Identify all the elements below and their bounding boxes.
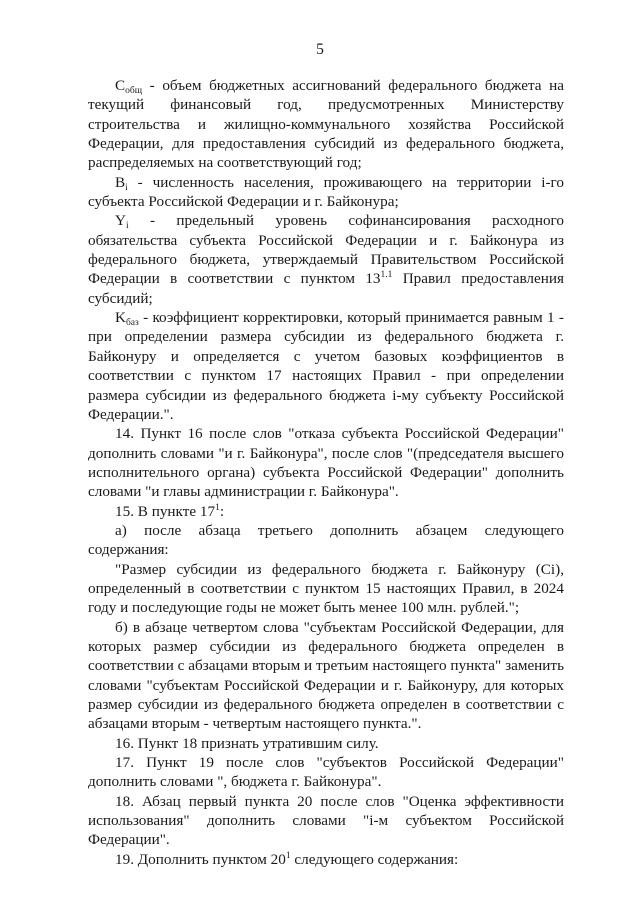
paragraph-text: 14. Пункт 16 после слов "отказа субъекта Российской Федерации" дополнить словами "и г. Байконура", после слов "(председателя высшего исполнительного органа) субъекта Российской Федерации" дополнить словами "и главы администрации г. Байконура". [88,425,564,501]
paragraph [88,850,564,869]
paragraph [88,76,564,173]
paragraph [88,173,564,212]
subscript-text: баз [125,318,139,329]
paragraph-text: : [219,502,225,520]
subscript-text: i [125,221,129,232]
superscript-text: 1 [215,502,220,513]
subscript-text: общ [125,86,143,96]
paragraph-text: Y [115,212,126,230]
paragraph-text: C [115,77,126,94]
paragraph-text: - предельный уровень софинансирования расходного обязательства субъекта Российской Федерации и г. Байконура из федерального бюджета, утверждаемый Правительством Российской Федерации в соответствии с пунктом 13 [88,212,564,288]
paragraph-text: Правил предоставления субсидий; [88,270,564,307]
paragraph [88,308,564,424]
paragraph-text: б) в абзаце четвертом слова "субъектам Российской Федерации, для которых размер субсидии из федерального бюджета определен в соответствии с абзацами вторым и третьим настоящего пункта" заменить словами "субъектам Российской Федерации и г. Байконуру, для которых размер субсидии из федерального бюджета определен в соответствии с абзацами вторым - четвертым настоящего пункта.". [88,618,564,733]
paragraph [88,424,564,501]
paragraph-text: "Размер субсидии из федерального бюджета г. Байконуру (Ci), определенный в соответствии с пунктом 15 настоящих Правил, в 2024 году и последующие годы не может быть менее 100 млн. рублей."; [88,560,564,617]
paragraph [88,560,564,618]
superscript-text: 1 [285,850,291,861]
paragraph-text: следующего содержания: [290,850,459,868]
paragraph-text: K [115,309,126,327]
paragraph-text: 15. В пункте 17 [115,502,216,520]
paragraph-text: - численность населения, проживающего на территории i-го субъекта Российской Федерации и г. Байконура; [88,173,564,211]
paragraph [88,753,564,792]
paragraph-text: 17. Пункт 19 после слов "субъектов Российской Федерации" дополнить словами ", бюджета г. Байконура". [88,754,564,791]
paragraph [88,502,564,521]
paragraph-text: а) после абзаца третьего дополнить абзацем следующего содержания: [88,521,564,559]
paragraph [88,211,564,308]
paragraph-text: - коэффициент корректировки, который принимается равным 1 - при определении размера субсидии из федерального бюджета г. Байконуру и определяется с учетом базовых коэффициентов в соответствии с пунктом 17 настоящих Правил - при определении размера субсидии из федерального бюджета i-му субъекту Российской Федерации.". [88,309,564,423]
paragraph-text: 19. Дополнить пунктом 20 [115,850,286,868]
superscript-text: 1.1 [380,270,393,281]
page-number: 5 [316,41,324,58]
paragraph [88,734,564,753]
paragraph [88,792,564,850]
paragraph-text: 16. Пункт 18 признать утратившим силу. [115,734,379,752]
subscript-text: i [125,182,128,193]
paragraph-text: 18. Абзац первый пункта 20 после слов "Оценка эффективности использования" дополнить словами "i-м субъектом Российской Федерации". [88,792,564,849]
paragraph-text: B [115,173,126,191]
paragraph [88,521,564,560]
paragraph-text: - объем бюджетных ассигнований федерального бюджета на текущий финансовый год, предусмотренных Министерству строительства и жилищно-коммунального хозяйства Российской Федерации, для предоставления субсидий из федерального бюджета, распределяемых на соответствующий год; [88,77,564,172]
document-body [88,76,564,869]
paragraph [88,618,564,734]
